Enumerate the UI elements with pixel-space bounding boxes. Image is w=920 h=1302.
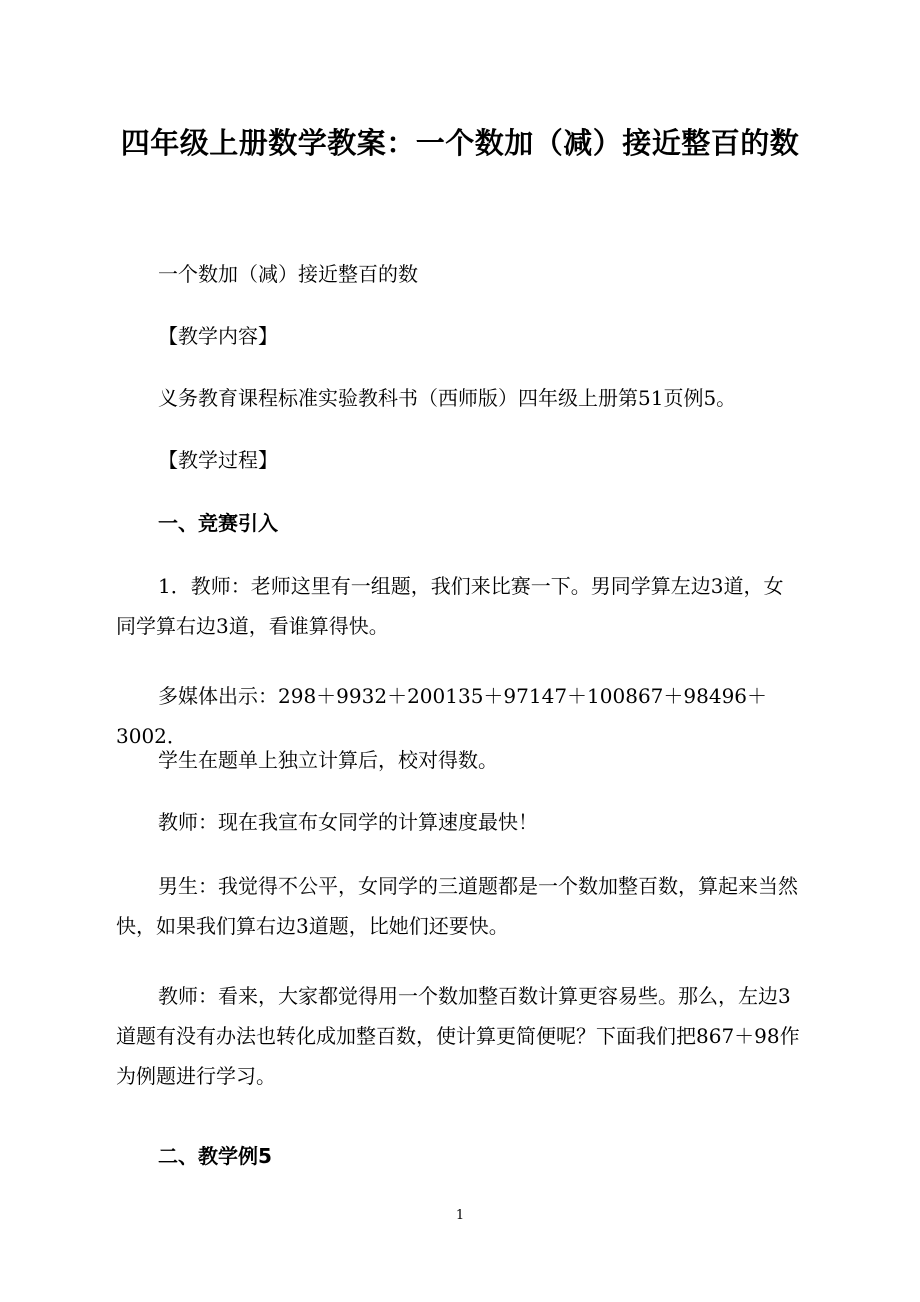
boy-response-paragraph: 男生：我觉得不公平，女同学的三道题都是一个数加整百数，算起来当然快，如果我们算右边3道题，比她们还要快。 <box>116 874 798 938</box>
student-calc-paragraph: 学生在题单上独立计算后，校对得数。 <box>158 748 498 772</box>
teacher-announce-paragraph: 教师：现在我宣布女同学的计算速度最快！ <box>158 810 538 834</box>
multimedia-paragraph: 多媒体出示：298＋9932＋200135＋97147＋100867＋98496＋3002． <box>116 684 768 748</box>
teacher-explain-paragraph: 教师：看来，大家都觉得用一个数加整百数计算更容易些。那么，左边3道题有没有办法也转化成加整百数，使计算更简便呢？下面我们把867＋98作为例题进行学习。 <box>116 984 800 1088</box>
section-heading-example: 二、教学例5 <box>158 1144 272 1168</box>
document-title: 四年级上册数学教案：一个数加（减）接近整百的数 <box>120 126 800 160</box>
content-paragraph: 义务教育课程标准实验教科书（西师版）四年级上册第51页例5。 <box>158 386 737 410</box>
page-number: 1 <box>455 1208 465 1223</box>
subtitle-paragraph: 一个数加（减）接近整百的数 <box>158 262 418 286</box>
section-heading-content: 【教学内容】 <box>158 324 278 348</box>
section-heading-competition: 一、竞赛引入 <box>158 511 278 535</box>
teacher-intro-paragraph: 1．教师：老师这里有一组题，我们来比赛一下。男同学算左边3道，女同学算右边3道，看谁算得快。 <box>116 574 784 638</box>
section-heading-process: 【教学过程】 <box>158 448 278 472</box>
